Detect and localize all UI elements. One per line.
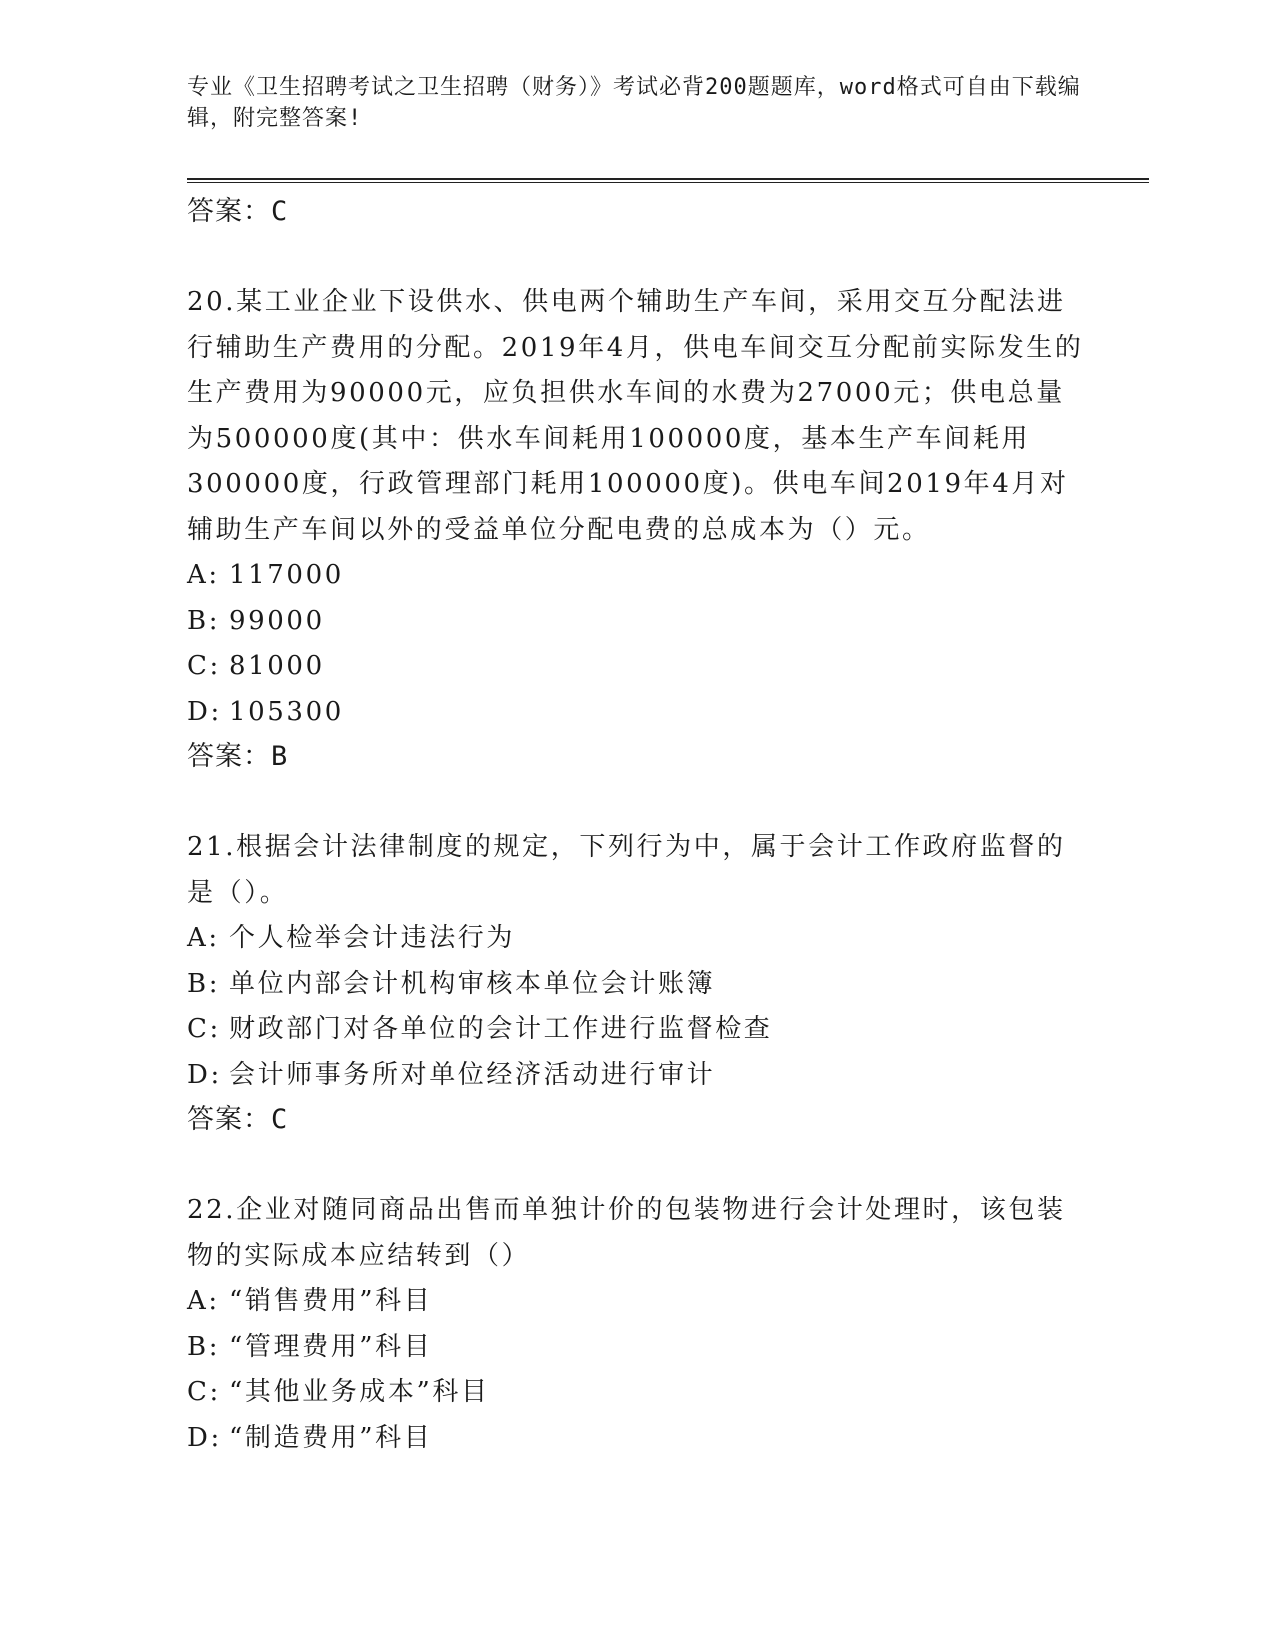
option-b <box>187 1325 1087 1371</box>
option-text: 个人检举会计违法行为 <box>229 923 516 953</box>
option-text: “制造费用”科目 <box>229 1422 433 1453</box>
option-letter: B: <box>187 968 221 999</box>
option-text: “管理费用”科目 <box>229 1331 433 1362</box>
answer-line: 答案：C <box>187 1104 289 1135</box>
option-text: 117000 <box>229 560 344 590</box>
option-letter: C: <box>187 651 221 681</box>
option-letter: A: <box>187 560 220 590</box>
option-text: 单位内部会计机构审核本单位会计账簿 <box>229 968 716 999</box>
option-letter: B: <box>187 1331 221 1362</box>
option-c <box>187 644 1087 690</box>
option-text: 会计师事务所对单位经济活动进行审计 <box>229 1059 716 1090</box>
answer-line: 答案：B <box>187 741 289 772</box>
option-d <box>187 1416 1087 1462</box>
document-body <box>187 190 1087 1461</box>
option-b <box>187 962 1087 1008</box>
option-letter: A: <box>187 923 220 953</box>
option-a <box>187 1279 1087 1325</box>
option-a <box>187 553 1087 599</box>
header-rule-thin <box>187 182 1149 183</box>
option-letter: A: <box>187 1286 220 1316</box>
question-text: 22.企业对随同商品出售而单独计价的包装物进行会计处理时，该包装物的实际成本应结转到（） <box>187 1195 1066 1271</box>
option-a <box>187 916 1087 962</box>
option-letter: C: <box>187 1377 221 1407</box>
option-d <box>187 1053 1087 1099</box>
option-c <box>187 1007 1087 1053</box>
option-letter: D: <box>187 696 222 727</box>
question-text: 20.某工业企业下设供水、供电两个辅助生产车间，采用交互分配法进行辅助生产费用的分配。2019年4月，供电车间交互分配前实际发生的生产费用为90000元，应负担供水车间的水费为27000元；供电总量为500000度(其中：供水车间耗用100000度，基本生产车间耗用300000度，行政管理部门耗用100000度)。供电车间2019年4月对辅助生产车间以外的受益单位分配电费的总成本为（）元。 <box>187 287 1084 545</box>
option-text: 99000 <box>229 605 325 636</box>
option-c <box>187 1370 1087 1416</box>
option-text: 财政部门对各单位的会计工作进行监督检查 <box>229 1014 773 1044</box>
option-letter: D: <box>187 1059 222 1090</box>
question-text: 21.根据会计法律制度的规定，下列行为中，属于会计工作政府监督的是（）。 <box>187 832 1066 908</box>
answer-line: 答案：C <box>187 196 289 227</box>
option-text: 105300 <box>229 696 344 727</box>
option-text: “其他业务成本”科目 <box>229 1377 490 1407</box>
document-header: 专业《卫生招聘考试之卫生招聘（财务）》考试必背200题题库，word格式可自由下载编辑，附完整答案! <box>187 75 1081 131</box>
option-letter: C: <box>187 1014 221 1044</box>
option-text: 81000 <box>229 651 325 681</box>
header-rule-thick <box>187 178 1149 180</box>
option-text: “销售费用”科目 <box>229 1286 433 1316</box>
option-letter: B: <box>187 605 221 636</box>
option-b <box>187 599 1087 645</box>
option-d <box>187 690 1087 736</box>
option-letter: D: <box>187 1422 222 1453</box>
